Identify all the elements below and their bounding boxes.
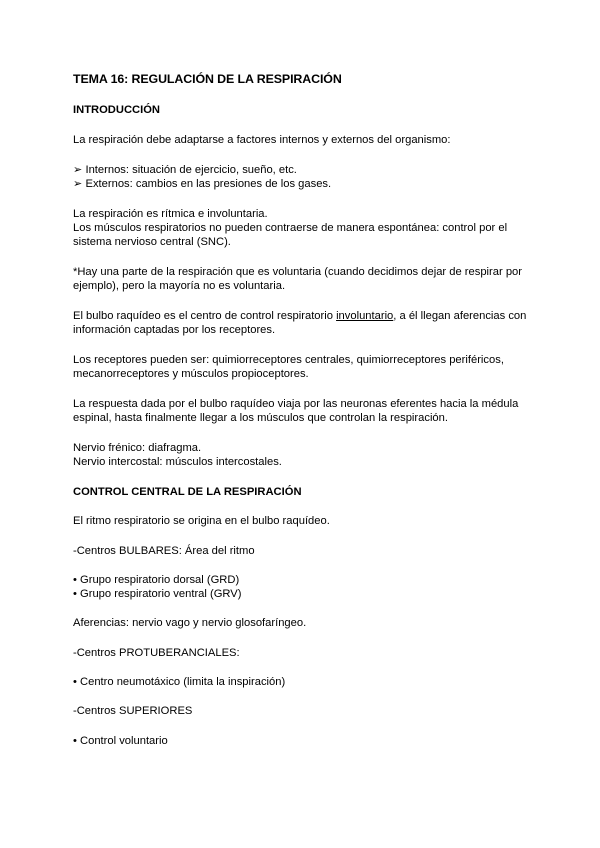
nervio-intercostal-line: Nervio intercostal: músculos intercostales. <box>73 456 282 468</box>
page-title: TEMA 16: REGULACIÓN DE LA RESPIRACIÓN <box>73 72 342 86</box>
intro-paragraph-2-line-2: Los músculos respiratorios no pueden contraerse de manera espontánea: control por el <box>73 222 508 234</box>
intro-paragraph-4-line-1 <box>73 309 526 323</box>
underlined-word-involuntario: involuntario <box>336 310 394 322</box>
intro-paragraph-6-line-1: La respuesta dada por el bulbo raquídeo viaja por las neuronas eferentes hacia la médula <box>73 398 519 410</box>
bullet-externos: ➢ Externos: cambios en las presiones de los gases. <box>73 178 332 190</box>
aferencias-line: Aferencias: nervio vago y nervio glosofaríngeo. <box>73 617 307 629</box>
intro-paragraph-6-line-2: espinal, hasta finalmente llegar a los músculos que controlan la respiración. <box>73 412 448 424</box>
control-paragraph-1: El ritmo respiratorio se origina en el bulbo raquídeo. <box>73 515 330 527</box>
intro-paragraph-2-line-3: sistema nervioso central (SNC). <box>73 236 231 248</box>
intro-paragraph-3-line-2: ejemplo), pero la mayoría no es voluntaria. <box>73 280 286 292</box>
bullet-grv: • Grupo respiratorio ventral (GRV) <box>73 588 242 600</box>
paragraph-4-text-after: , a él llegan aferencias con <box>393 310 527 322</box>
intro-paragraph-5-line-2: mecanorreceptores y músculos propioceptores. <box>73 368 309 380</box>
bullet-control-voluntario: • Control voluntario <box>73 735 168 747</box>
centros-superiores-line: -Centros SUPERIORES <box>73 705 193 717</box>
intro-paragraph-4-line-2: información captadas por los receptores. <box>73 324 276 336</box>
bullet-internos: ➢ Internos: situación de ejercicio, sueño, etc. <box>73 164 297 176</box>
intro-paragraph-5-line-1: Los receptores pueden ser: quimiorreceptores centrales, quimiorreceptores periféricos, <box>73 354 504 366</box>
intro-paragraph-1: La respiración debe adaptarse a factores internos y externos del organismo: <box>73 134 451 146</box>
bullet-centro-neumotaxico: • Centro neumotáxico (limita la inspiración) <box>73 676 286 688</box>
section-heading-introduccion: INTRODUCCIÓN <box>73 104 161 116</box>
intro-paragraph-3-line-1: *Hay una parte de la respiración que es voluntaria (cuando decidimos dejar de respirar por <box>73 266 522 278</box>
centros-bulbares-line: -Centros BULBARES: Área del ritmo <box>73 545 255 557</box>
nervio-frenico-line: Nervio frénico: diafragma. <box>73 442 202 454</box>
paragraph-4-text-before: El bulbo raquídeo es el centro de control respiratorio <box>73 310 337 322</box>
centros-protuberanciales-line: -Centros PROTUBERANCIALES: <box>73 647 240 659</box>
intro-paragraph-2-line-1: La respiración es rítmica e involuntaria. <box>73 208 268 220</box>
bullet-grd: • Grupo respiratorio dorsal (GRD) <box>73 574 240 586</box>
section-heading-control-central: CONTROL CENTRAL DE LA RESPIRACIÓN <box>73 486 302 498</box>
